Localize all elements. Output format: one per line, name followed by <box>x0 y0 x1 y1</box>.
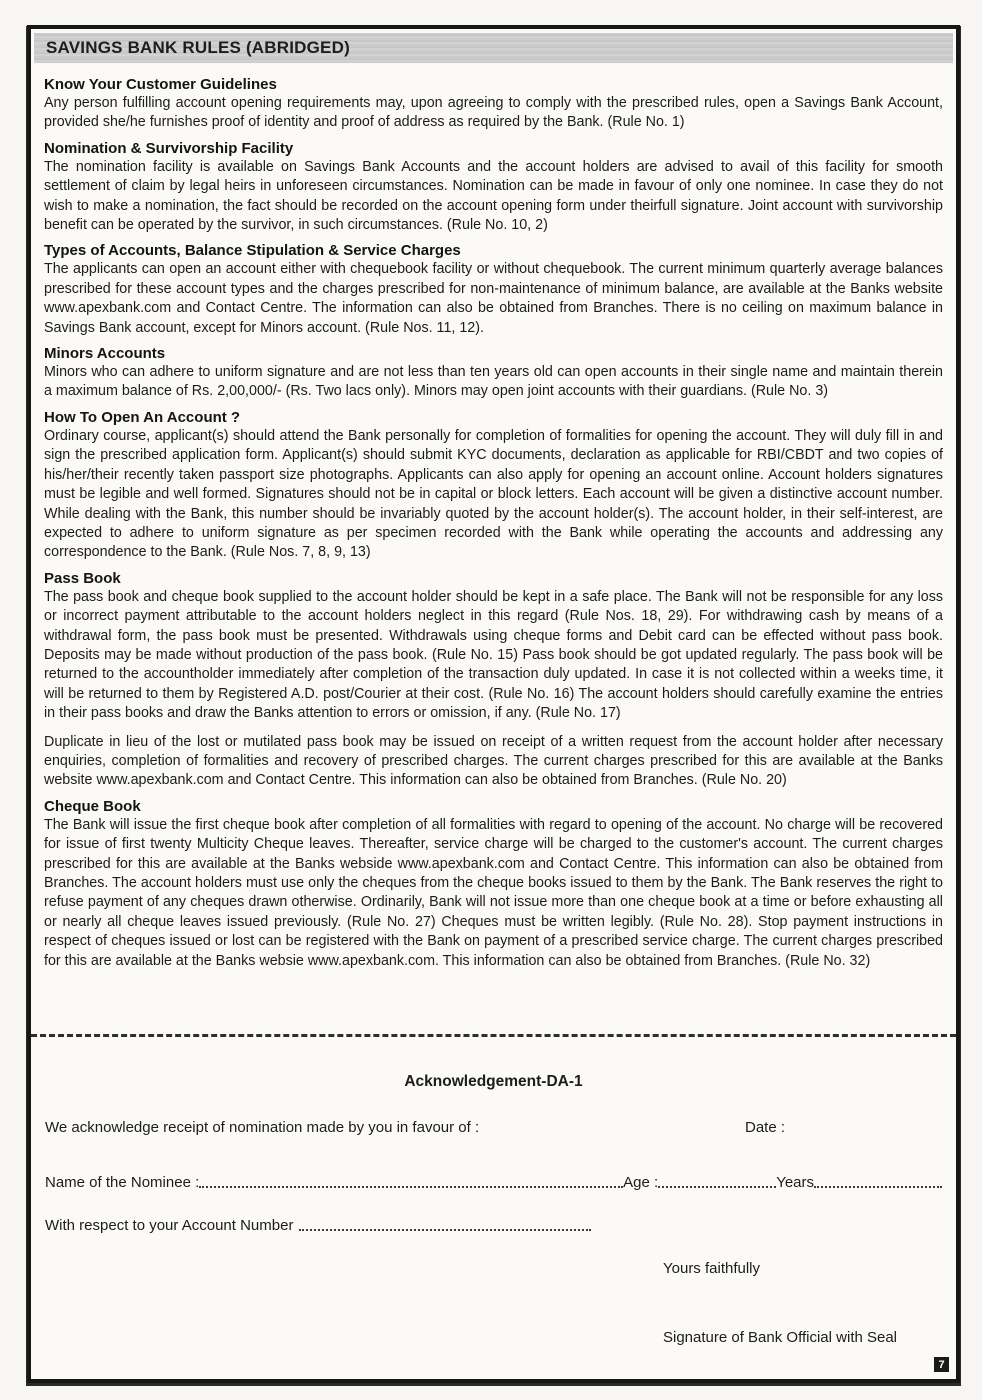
section-heading-kyc: Know Your Customer Guidelines <box>44 76 277 93</box>
account-number-row <box>45 1217 942 1234</box>
section-paragraph-cheque-book: The Bank will issue the first cheque book after completion of all formalities with regard to opening of the account. No charge will be recovered for issue of first twenty Multicity Cheque leaves. Thereafter, service charge will be charged to the customer's account. The current charges prescribed for this are available at the Banks webside www.apexbank.com and Contact Centre. This information can also be obtained from Branches. The account holders must use only the cheques from the cheque books issued to them by the Bank. The Bank reserves the right to refuse payment of any cheques drawn otherwise. Ordinarily, Bank will not issue more than one cheque book at a time or before exhausting all or nearly all cheque leaves issued previously. (Rule No. 27) Cheques must be written legibly. (Rule No. 28). Stop payment instructions in respect of cheques issued or lost can be registered with the Bank on payment of a prescribed service charge. The current charges prescribed for this are available at the Banks websie www.apexbank.com. This information can also be obtained from Branches. (Rule No. 32) <box>44 816 943 969</box>
account-number-fill-line <box>299 1229 591 1231</box>
section-heading-pass-book: Pass Book <box>44 569 121 587</box>
acknowledgement-section <box>31 1034 956 1379</box>
section-paragraph-pass-book-2: Duplicate in lieu of the lost or mutilated pass book may be issued on receipt of a written request from the account holder after necessary enquiries, completion of formalities and recovery of prescribed charges. The current charges prescribed for this are available at the Banks website www.apexbank.com and Contact Centre. This information can also be obtained from Branches. (Rule No. 20) <box>44 733 943 789</box>
section-paragraph-nomination: The nomination facility is available on Savings Bank Accounts and the account holders are advised to avail of this facility for smooth settlement of claim by legal heirs in unforeseen circumstances. Nomination can be made in favour of only one nominee. In case they do not wish to make a nomination, the fact should be recorded on the account opening form under theirfull signature. Joint account with survivorship benefit can be operated by the survivor, in such circumstances. (Rule No. 10, 2) <box>44 158 943 234</box>
date-label: Date : <box>745 1119 786 1136</box>
nominee-row <box>45 1174 942 1191</box>
receipt-line-row <box>45 1119 942 1136</box>
signature-label: Signature of Bank Official with Seal <box>663 1329 898 1346</box>
section-paragraph-kyc: Any person fulfilling account opening requirements may, upon agreeing to comply with the prescribed rules, open a Savings Bank Account, provided she/he furnishes proof of identity and proof of address as required by the Bank. (Rule No. 1) <box>44 95 943 131</box>
section-paragraph-minors: Minors who can adhere to uniform signature and are not less than ten years old can open accounts in their single name and maintain therein a maximum balance of Rs. 2,00,000/- (Rs. Two lacs only). Minors may open joint accounts with their guardians. (Rule No. 3) <box>44 364 943 400</box>
section-paragraph-pass-book-1: The pass book and cheque book supplied to the account holder should be kept in a safe place. The Bank will not be responsible for any loss or incorrect payment attributable to the account holders neglect in this regard (Rule Nos. 18, 29). For withdrawing cash by means of a withdrawal form, the pass book must be presented. Withdrawals using cheque forms and Debit card can be effected without pass book. Deposits may be made without production of the pass book. (Rule No. 15) Pass book should be got updated regularly. The pass book will be returned to the accountholder immediately after completion of the transaction duly updated. In case it is not collected within a weeks time, it will be returned to them by Registered A.D. post/Courier at their cost. (Rule No. 16) The account holders should carefully examine the entries in their pass books and draw the Banks attention to errors or omission, if any. (Rule No. 17) <box>44 588 943 722</box>
nominee-label: Name of the Nominee : <box>45 1174 200 1191</box>
account-number-label: With respect to your Account Number <box>45 1217 294 1234</box>
section-paragraph-account-types: The applicants can open an account either with chequebook facility or without chequebook. The current minimum quarterly average balances prescribed for these account types and the charges prescribed for non-maintenance of minimum balance, are available at the Banks website www.apexbank.com and Contact Centre. The information can also be obtained from Branches. There is no ceiling on maximum balance in Savings Bank account, except for Minors account. (Rule Nos. 11, 12). <box>44 261 943 336</box>
rules-content <box>31 63 956 971</box>
section-heading-open-account: How To Open An Account ? <box>44 408 241 426</box>
rules-sheet <box>27 25 960 1383</box>
age-label: Age : <box>623 1174 659 1191</box>
acknowledgement-title: Acknowledgement-DA-1 <box>404 1073 583 1090</box>
nominee-fill-line <box>199 1186 623 1188</box>
section-heading-account-types: Types of Accounts, Balance Stipulation & Service Charges <box>44 242 461 260</box>
signature-row <box>45 1329 942 1346</box>
page-title: SAVINGS BANK RULES (ABRIDGED) <box>46 38 350 57</box>
section-heading-minors: Minors Accounts <box>44 345 166 363</box>
section-header-bar <box>34 33 953 63</box>
yours-faithfully-label: Yours faithfully <box>663 1260 761 1277</box>
age-fill-line <box>658 1186 776 1188</box>
page-number-badge: 7 <box>934 1357 949 1372</box>
section-heading-nomination: Nomination & Survivorship Facility <box>44 139 294 157</box>
section-paragraph-open-account: Ordinary course, applicant(s) should attend the Bank personally for completion of formalities for opening the account. They will duly fill in and sign the prescribed application form. Applicant(s) should submit KYC documents, declaration as applicable for RBI/CBDT and two copies of his/her/their recently taken passport size photographs. Applicants can also apply for opening an account online. Account holders signatures must be legible and well formed. Signatures should not be in capital or block letters. Each account will be given a distinctive account number. While dealing with the Bank, this number should be invariably quoted by the account holder(s). The account holder, in their self-interest, are expected to adhere to uniform signature as per specimen recorded with the Bank while operating the accounts and addressing any correspondence to the Bank. (Rule Nos. 7, 8, 9, 13) <box>44 427 943 561</box>
section-heading-cheque-book: Cheque Book <box>44 797 141 815</box>
years-fill-line <box>814 1186 942 1188</box>
years-label: Years <box>776 1174 814 1191</box>
yours-faithfully-row <box>45 1260 942 1277</box>
receipt-line-label: We acknowledge receipt of nomination made by you in favour of : <box>45 1119 480 1136</box>
